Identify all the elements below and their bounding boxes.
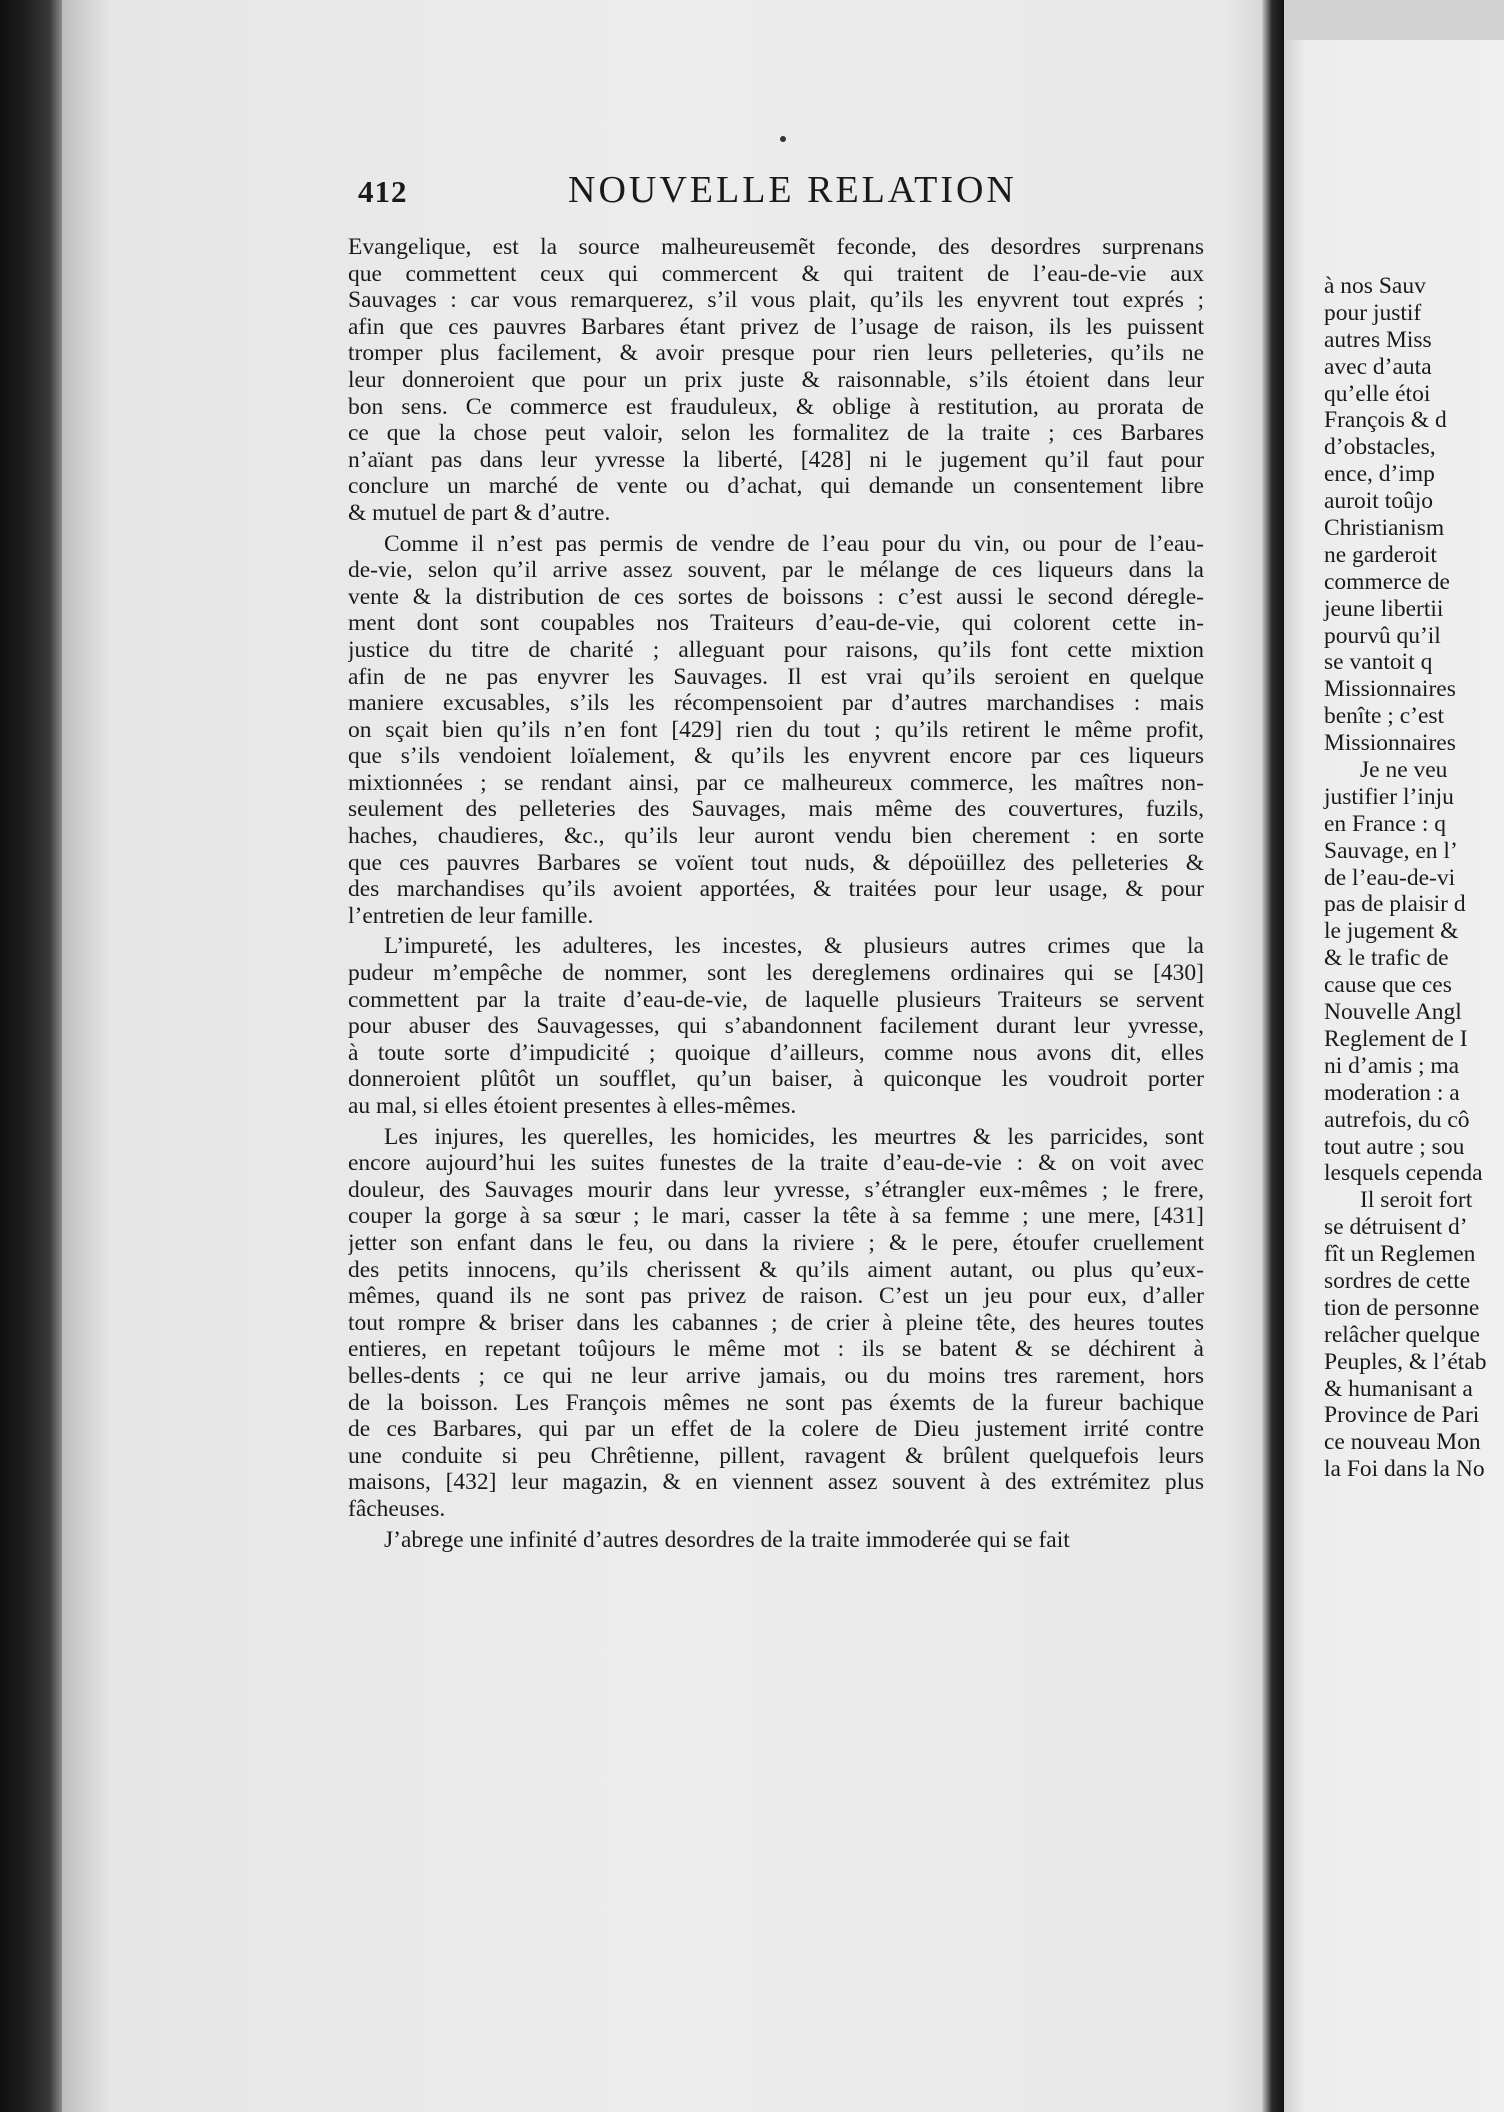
facing-page-line: Province de Pari — [1324, 1402, 1480, 1429]
facing-page-line: cause que ces — [1324, 972, 1452, 999]
facing-page-line: François & d — [1324, 407, 1447, 434]
text-line: fâcheuses. — [348, 1495, 446, 1522]
page-header — [358, 168, 1218, 228]
text-line: on sçait bien qu’ils n’en font [429] rien du tout ; qu’ils retirent le même profit, — [348, 716, 1204, 743]
text-line: leur donneroient que pour un prix juste & raisonnable, s’ils étoient dans leur — [348, 366, 1204, 393]
facing-page-line: pas de plaisir d — [1324, 891, 1466, 918]
facing-page-line: Christianism — [1324, 515, 1445, 542]
text-line: belles-dents ; ce qui ne leur arrive jamais, ou du moins tres rarement, hors — [348, 1362, 1204, 1389]
facing-page-line: autres Miss — [1324, 326, 1432, 353]
text-line: Sauvages : car vous remarquerez, s’il vous plait, qu’ils les enyvrent tout exprés ; — [348, 287, 1204, 314]
facing-page-line: Missionnaires — [1324, 676, 1456, 703]
text-line: des petits innocens, qu’ils cherissent & qu’ils aiment autant, ou plus qu’eux- — [348, 1256, 1204, 1283]
facing-page-line: pour justif — [1324, 299, 1422, 326]
facing-page-line: & le trafic de — [1324, 945, 1449, 972]
text-line: afin de ne pas enyvrer les Sauvages. Il est vrai qu’ils seroient en quelque — [348, 663, 1204, 690]
text-line: maisons, [432] leur magazin, & en viennent assez souvent à des extrémitez plus — [348, 1469, 1204, 1496]
paragraph — [348, 1124, 1204, 1523]
facing-page-line: Je ne veu — [1360, 757, 1448, 784]
text-line: ment dont sont coupables nos Traiteurs d’eau-de-vie, qui colorent cette in- — [348, 610, 1204, 637]
running-title: NOUVELLE RELATION — [568, 169, 1017, 211]
facing-page-line: avec d’auta — [1324, 353, 1432, 380]
facing-page-line: autrefois, du cô — [1324, 1106, 1470, 1133]
facing-page-line: fît un Reglemen — [1324, 1241, 1476, 1268]
text-line: & mutuel de part & d’autre. — [348, 499, 611, 526]
paragraph — [348, 1527, 1204, 1554]
scan-dark-edge — [0, 0, 62, 2112]
text-line: mixtionnées ; se rendant ainsi, par ce malheureux commerce, les maîtres non- — [348, 769, 1204, 796]
facing-page-line: lesquels cependa — [1324, 1160, 1483, 1187]
text-line: vente & la distribution de ces sortes de boissons : c’est aussi le second déregle- — [348, 583, 1204, 610]
facing-page-line: Nouvelle Angl — [1324, 999, 1462, 1026]
facing-page-line: de l’eau-de-vi — [1324, 864, 1456, 891]
text-line: pour abuser des Sauvagesses, qui s’abandonnent facilement durant leur yvresse, — [348, 1013, 1204, 1040]
facing-page-line: jeune libertii — [1324, 595, 1444, 622]
facing-page-line: tion de personne — [1324, 1294, 1480, 1321]
text-line: une conduite si peu Chrêtienne, pillent, ravagent & brûlent quelquefois leurs — [348, 1442, 1204, 1469]
facing-page-line: benîte ; c’est — [1324, 703, 1445, 730]
text-line: J’abrege une infinité d’autres desordres de la traite immoderée qui se fait — [384, 1526, 1070, 1553]
text-line: douleur, des Sauvages mourir dans leur yvresse, s’étrangler eux-mêmes ; le frere, — [348, 1176, 1204, 1203]
text-line: que commettent ceux qui commercent & qui traitent de l’eau-de-vie aux — [348, 260, 1204, 287]
facing-page-line: Missionnaires — [1324, 730, 1456, 757]
facing-page-line: le jugement & — [1324, 918, 1459, 945]
text-line: justice du titre de charité ; alleguant pour raisons, qu’ils font cette mixtion — [348, 636, 1204, 663]
paragraph — [348, 234, 1204, 527]
facing-page-line: ne garderoit — [1324, 541, 1437, 568]
text-line: Evangelique, est la source malheureusemẽt feconde, des desordres surprenans — [348, 234, 1204, 260]
facing-page-line: ni d’amis ; ma — [1324, 1052, 1460, 1079]
main-text-column — [348, 234, 1204, 1914]
text-line: Comme il n’est pas permis de vendre de l’eau pour du vin, ou pour de l’eau- — [384, 530, 1204, 557]
text-line: que ces pauvres Barbares se voïent tout nuds, & dépoüillez des pelleteries & — [348, 849, 1204, 876]
text-line: couper la gorge à sa sœur ; le mari, casser la tête à sa femme ; une mere, [431] — [348, 1203, 1204, 1230]
text-line: Les injures, les querelles, les homicides, les meurtres & les parricides, sont — [384, 1123, 1204, 1150]
facing-page-line: la Foi dans la No — [1324, 1456, 1485, 1483]
facing-page-line: ence, d’imp — [1324, 461, 1435, 488]
facing-page-line: en France : q — [1324, 810, 1447, 837]
facing-page-line: qu’elle étoi — [1324, 380, 1431, 407]
facing-page-line: Il seroit fort — [1360, 1187, 1473, 1214]
text-line: des marchandises qu’ils avoient apportées, & traitées pour leur usage, & pour — [348, 876, 1204, 903]
text-line: seulement des pelleteries des Sauvages, mais même des couvertures, fuzils, — [348, 796, 1204, 823]
facing-page-line: d’obstacles, — [1324, 434, 1436, 461]
text-line: l’entretien de leur famille. — [348, 902, 594, 929]
text-line: à toute sorte d’impudicité ; quoique d’ailleurs, comme nous avons dit, elles — [348, 1039, 1204, 1066]
text-line: ce que la chose peut valoir, selon les formalitez de la traite ; ces Barbares — [348, 420, 1204, 447]
facing-page-line: Reglement de I — [1324, 1025, 1468, 1052]
facing-page-line: moderation : a — [1324, 1079, 1460, 1106]
page-number: 412 — [358, 174, 408, 209]
text-line: commettent par la traite d’eau-de-vie, de laquelle plusieurs Traiteurs se servent — [348, 986, 1204, 1013]
text-line: jetter son enfant dans le feu, ou dans la riviere ; & le pere, étoufer cruellement — [348, 1229, 1204, 1256]
right-page — [1284, 40, 1504, 2112]
text-line: de la boisson. Les François mêmes ne sont pas éxemts de la fureur bachique — [348, 1389, 1204, 1416]
ink-speck — [780, 136, 786, 142]
right-page-text — [1324, 273, 1504, 1483]
text-line: conclure un marché de vente ou d’achat, qui demande un consentement libre — [348, 473, 1204, 500]
facing-page-line: relâcher quelque — [1324, 1321, 1480, 1348]
facing-page-line: Sauvage, en l’ — [1324, 837, 1458, 864]
facing-page-line: auroit toûjo — [1324, 488, 1433, 515]
paragraph — [348, 933, 1204, 1119]
text-line: mêmes, quand ils ne sont pas privez de raison. C’est un jeu pour eux, d’aller — [348, 1283, 1204, 1310]
facing-page-line: & humanisant a — [1324, 1375, 1473, 1402]
text-line: afin que ces pauvres Barbares étant privez de l’usage de raison, ils les puissent — [348, 313, 1204, 340]
text-line: de-vie, selon qu’il arrive assez souvent, par le mélange de ces liqueurs dans la — [348, 557, 1204, 584]
text-line: que s’ils vendoient loïalement, & qu’ils les enyvrent encore par ces liqueurs — [348, 743, 1204, 770]
paragraph — [348, 531, 1204, 930]
text-line: de ces Barbares, qui par un effet de la colere de Dieu justement irrité contre — [348, 1416, 1204, 1443]
facing-page-line: pourvû qu’il — [1324, 622, 1441, 649]
facing-page-line: Peuples, & l’étab — [1324, 1348, 1487, 1375]
text-line: tout rompre & briser dans les cabannes ; de crier à pleine tête, des heures toutes — [348, 1309, 1204, 1336]
text-line: encore aujourd’hui les suites funestes de la traite d’eau-de-vie : & on voit avec — [348, 1150, 1204, 1177]
text-line: au mal, si elles étoient presentes à elles-mêmes. — [348, 1093, 797, 1119]
text-line: maniere excusables, s’ils les récompensoient par d’autres marchandises : mais — [348, 690, 1204, 717]
facing-page-line: se détruisent d’ — [1324, 1214, 1468, 1241]
text-line: tromper plus facilement, & avoir presque pour rien leurs pelleteries, qu’ils ne — [348, 340, 1204, 367]
text-line: n’aïant pas dans leur yvresse la liberté, [428] ni le jugement qu’il faut pour — [348, 446, 1204, 473]
facing-page-line: se vantoit q — [1324, 649, 1433, 676]
text-line: donneroient plûtôt un soufflet, qu’un baiser, à quiconque les voudroit porter — [348, 1066, 1204, 1093]
facing-page-line: sordres de cette — [1324, 1267, 1471, 1294]
facing-page-line: tout autre ; sou — [1324, 1133, 1465, 1160]
facing-page-line: justifier l’inju — [1324, 783, 1454, 810]
text-line: pudeur m’empêche de nommer, sont les dereglemens ordinaires qui se [430] — [348, 960, 1204, 987]
text-line: bon sens. Ce commerce est frauduleux, & oblige à restitution, au prorata de — [348, 393, 1204, 420]
text-line: L’impureté, les adulteres, les incestes, & plusieurs autres crimes que la — [384, 933, 1204, 960]
book-gutter — [1262, 0, 1284, 2112]
facing-page-line: commerce de — [1324, 568, 1450, 595]
facing-page-line: ce nouveau Mon — [1324, 1429, 1481, 1456]
facing-page-line: à nos Sauv — [1324, 273, 1426, 299]
text-line: haches, chaudieres, &c., qu’ils leur auront vendu bien cherement : en sorte — [348, 823, 1204, 850]
text-line: entieres, en repetant toûjours le même mot : ils se batent & se déchirent à — [348, 1336, 1204, 1363]
